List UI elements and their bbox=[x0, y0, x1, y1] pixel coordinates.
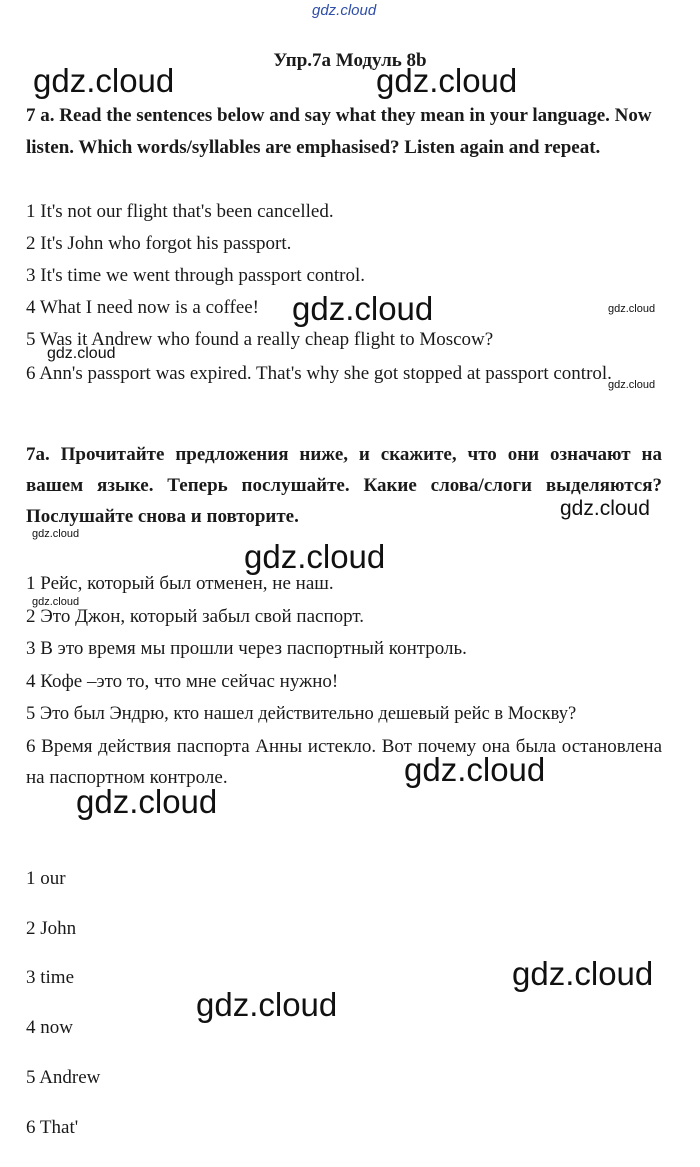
watermark: gdz.cloud bbox=[244, 538, 386, 575]
sentence-en-6: 6 Ann's passport was expired. That's why she got stopped at passport control. bbox=[26, 363, 612, 384]
sentence-ru-2: 2 Это Джон, который забыл свой паспорт. bbox=[26, 606, 365, 627]
answer-6: 6 That' bbox=[26, 1117, 79, 1138]
watermark: gdz.cloud bbox=[47, 345, 116, 362]
sentence-ru-3: 3 В это время мы прошли через паспортный контроль. bbox=[26, 638, 467, 659]
watermark: gdz.cloud bbox=[404, 751, 546, 788]
watermark: gdz.cloud bbox=[32, 528, 80, 540]
watermark: gdz.cloud bbox=[196, 986, 338, 1023]
watermark: gdz.cloud bbox=[560, 497, 650, 520]
watermark: gdz.cloud bbox=[376, 62, 518, 99]
sentence-en-3: 3 It's time we went through passport control. bbox=[26, 265, 366, 286]
watermark: gdz.cloud bbox=[512, 955, 654, 992]
page-title: Упр.7а Модуль 8b bbox=[273, 50, 427, 71]
sentence-en-2: 2 It's John who forgot his passport. bbox=[26, 233, 292, 254]
task-instruction-ru: 7а. Прочитайте предложения ниже, и скажите, что они означают на вашем языке. Теперь послушайте. Какие слова/слоги выделяются? Послушайте снова и повторите. bbox=[26, 444, 662, 527]
watermark: gdz.cloud bbox=[292, 290, 434, 327]
watermark: gdz.cloud bbox=[33, 62, 175, 99]
sentence-ru-4: 4 Кофе –это то, что мне сейчас нужно! bbox=[26, 671, 339, 692]
answer-3: 3 time bbox=[26, 967, 75, 988]
sentence-en-5: 5 Was it Andrew who found a really cheap flight to Moscow? bbox=[26, 329, 494, 350]
answer-4: 4 now bbox=[26, 1017, 73, 1038]
task-instruction-en: 7 a. Read the sentences below and say what they mean in your language. Now listen. Which words/syllables are emphasised? Listen again and repeat. bbox=[26, 105, 652, 158]
watermark: gdz.cloud bbox=[32, 596, 80, 608]
sentence-ru-6: 6 Время действия паспорта Анны истекло. Вот почему она была остановлена на паспортном контроле. bbox=[26, 736, 662, 788]
answer-1: 1 our bbox=[26, 868, 66, 889]
watermark: gdz.cloud bbox=[608, 303, 656, 315]
watermark-top: gdz.cloud bbox=[312, 2, 377, 19]
sentence-en-4: 4 What I need now is a coffee! bbox=[26, 297, 260, 318]
sentence-ru-5: 5 Это был Эндрю, кто нашел действительно дешевый рейс в Москву? bbox=[26, 704, 577, 724]
sentence-ru-1: 1 Рейс, который был отменен, не наш. bbox=[26, 573, 334, 594]
watermark: gdz.cloud bbox=[76, 783, 218, 820]
answer-5: 5 Andrew bbox=[26, 1067, 101, 1088]
answer-2: 2 John bbox=[26, 918, 77, 939]
watermark: gdz.cloud bbox=[608, 379, 656, 391]
sentence-en-1: 1 It's not our flight that's been cancelled. bbox=[26, 201, 334, 222]
